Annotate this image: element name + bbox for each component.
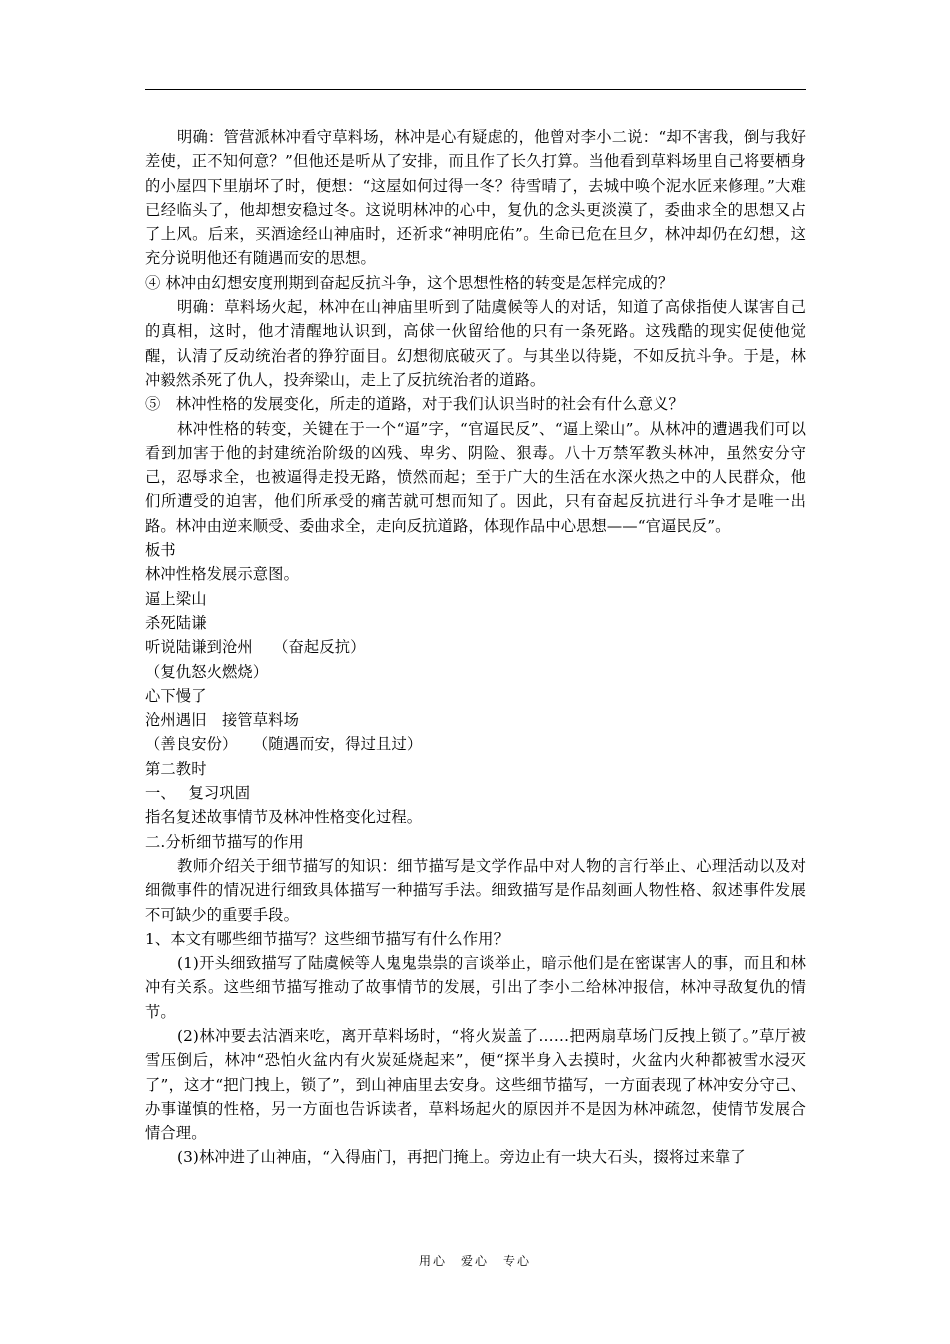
paragraph: 二.分析细节描写的作用 [145,832,304,851]
header-rule [145,89,806,90]
paragraph: 1、本文有哪些细节描写？这些细节描写有什么作用？ [145,929,509,948]
paragraph: 听说陆谦到沧州 （奋起反抗） [145,638,366,657]
paragraph: 杀死陆谦 [145,613,207,632]
paragraph: 林冲性格发展示意图。 [145,565,299,584]
paragraph: 明确：管营派林冲看守草料场，林冲是心有疑虑的，他曾对李小二说：“却不害我，倒与我好差使，正不知何意？”但他还是听从了安排，而且作了长久打算。当他看到草料场里自己将要栖身的小屋四下里崩坏了时，便想：“这屋如何过得一冬？待雪晴了，去城中唤个泥水匠来修理。”大难已经临头了，他却想安稳过冬。这说明林冲的心中，复仇的念头更淡漠了，委曲求全的思想又占了上风。后来，买酒途经山神庙时，还祈求“神明庇佑”。生命已危在旦夕，林冲却仍在幻想，这充分说明他还有随遇而安的思想。 [145,128,806,268]
paragraph: (1)开头细致描写了陆虞候等人鬼鬼祟祟的言谈举止，暗示他们是在密谋害人的事，而且和林冲有关系。这些细节描写推动了故事情节的发展，引出了李小二给林冲报信，林冲寻敌复仇的情节。 [145,954,806,1021]
paragraph: (3)林冲进了山神庙，“入得庙门，再把门掩上。旁边止有一块大石头，掇将过来靠了 [177,1148,746,1167]
paragraph: ⑤ 林冲性格的发展变化，所走的道路，对于我们认识当时的社会有什么意义？ [145,395,684,414]
paragraph: 第二教时 [145,759,207,778]
paragraph: ④ 林冲由幻想安度刑期到奋起反抗斗争，这个思想性格的转变是怎样完成的？ [145,273,674,292]
paragraph: （善良安份） （随遇而安，得过且过） [145,735,423,754]
paragraph: 逼上梁山 [145,589,207,608]
paragraph: 林冲性格的转变，关键在于一个“逼”字，“官逼民反”、“逼上梁山”。从林冲的遭遇我们可以看到加害于他的封建统治阶级的凶残、卑劣、阴险、狠毒。八十万禁军教头林冲，虽然安分守己，忍辱求全，也被逼得走投无路，愤然而起；至于广大的生活在水深火热之中的人民群众，他们所遭受的迫害，他们所承受的痛苦就可想而知了。因此，只有奋起反抗进行斗争才是唯一出路。林冲由逆来顺受、委曲求全，走向反抗道路，体现作品中心思想——“官逼民反”。 [145,419,806,535]
paragraph: 一、 复习巩固 [145,784,251,803]
paragraph: （复仇怒火燃烧） [145,662,269,681]
paragraph: 明确：草料场火起，林冲在山神庙里听到了陆虞候等人的对话，知道了高俅指使人谋害自己的真相，这时，他才清醒地认识到，高俅一伙留给他的只有一条死路。这残酷的现实促使他觉醒，认清了反动统治者的狰狞面目。幻想彻底破灭了。与其坐以待毙，不如反抗斗争。于是，林冲毅然杀死了仇人，投奔梁山，走上了反抗统治者的道路。 [145,298,806,389]
paragraph: 板书 [145,541,176,560]
document-body [145,125,806,1170]
paragraph: 指名复述故事情节及林冲性格变化过程。 [145,808,423,827]
page-footer: 用心 爱心 专心 [418,1254,531,1268]
paragraph: 沧州遇旧 接管草料场 [145,711,299,730]
paragraph: (2)林冲要去沽酒来吃，离开草料场时，“将火炭盖了……把两扇草场门反拽上锁了。”草厅被雪压倒后，林冲“恐怕火盆内有火炭延烧起来”，便“探半身入去摸时，火盆内火种都被雪水浸灭了”，这才“把门拽上，锁了”，到山神庙里去安身。这些细节描写，一方面表现了林冲安分守己、办事谨慎的性格，另一方面也告诉读者，草料场起火的原因并不是因为林冲疏忽，使情节发展合情合理。 [145,1026,806,1143]
paragraph: 心下慢了 [145,686,207,705]
paragraph: 教师介绍关于细节描写的知识：细节描写是文学作品中对人物的言行举止、心理活动以及对细微事件的情况进行细致具体描写一种描写手法。细致描写是作品刻画人物性格、叙述事件发展不可缺少的重要手段。 [145,856,806,924]
